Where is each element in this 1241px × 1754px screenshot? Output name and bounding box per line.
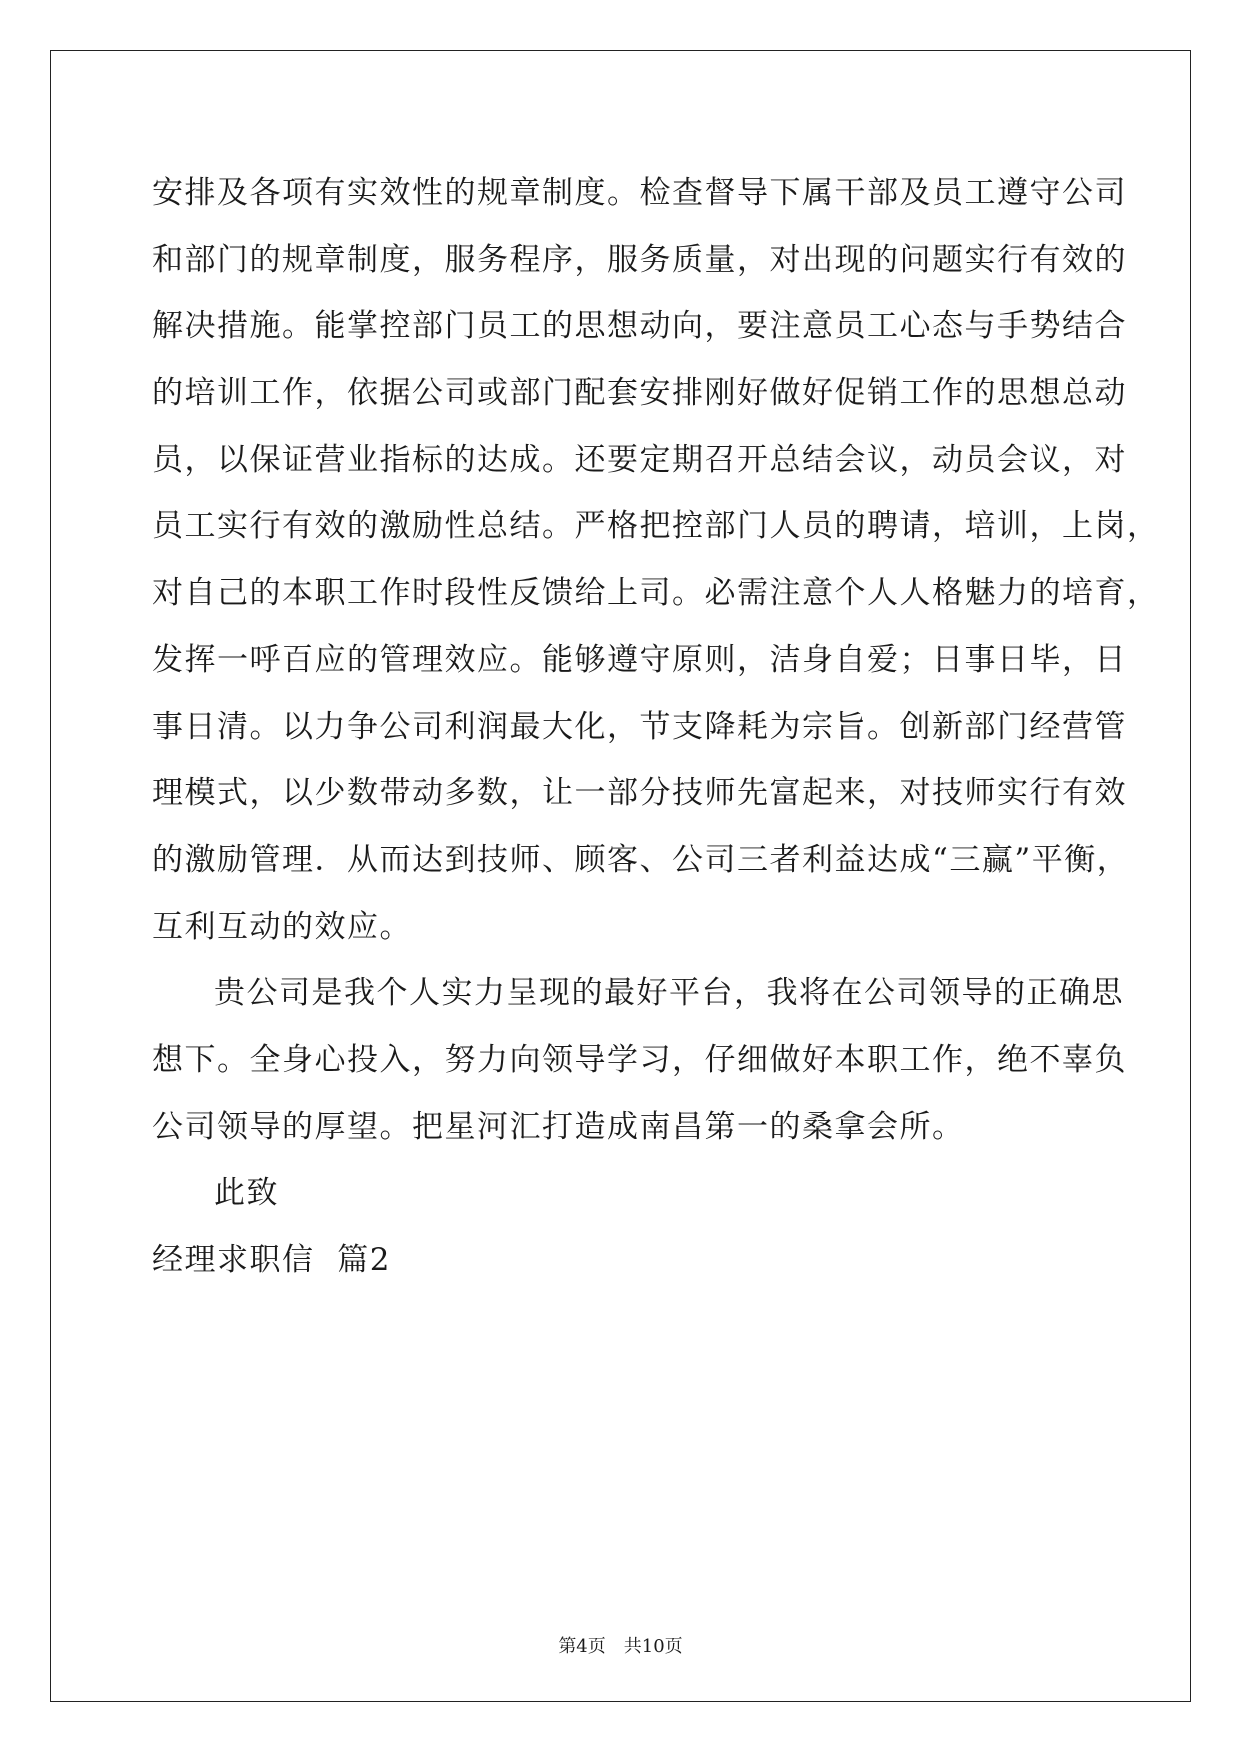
paragraph-1 <box>152 160 1160 960</box>
text-line: 事日清。以力争公司利润最大化，节支降耗为宗旨。创新部门经营管 <box>152 708 1127 745</box>
text-line: 和部门的规章制度，服务程序，服务质量，对出现的问题实行有效的 <box>152 241 1127 278</box>
text-line: 的培训工作，依据公司或部门配套安排刚好做好促销工作的思想总动 <box>152 375 1127 412</box>
page-number-current: 第4页 <box>558 1636 606 1657</box>
text-line: 的激励管理．从而达到技师、顾客、公司三者利益达成“三赢”平衡， <box>152 841 1130 878</box>
text-line: 对自己的本职工作时段性反馈给上司。必需注意个人人格魅力的培育， <box>152 575 1160 612</box>
text-line: 解决措施。能掌控部门员工的思想动向，要注意员工心态与手势结合 <box>152 308 1127 345</box>
text-line: 贵公司是我个人实力呈现的最好平台，我将在公司领导的正确思 <box>214 975 1124 1012</box>
paragraph-2 <box>152 960 1127 1160</box>
text-line: 公司领导的厚望。把星河汇打造成南昌第一的桑拿会所。 <box>152 1108 965 1145</box>
text-line: 发挥一呼百应的管理效应。能够遵守原则，洁身自爱；日事日毕，日 <box>152 641 1127 678</box>
page-footer <box>0 1632 1241 1658</box>
page-number-total: 共10页 <box>623 1636 683 1657</box>
closing-salutation: 此致 <box>214 1175 279 1212</box>
text-line: 安排及各项有实效性的规章制度。检查督导下属干部及员工遵守公司 <box>152 175 1127 211</box>
text-line: 想下。全身心投入，努力向领导学习，仔细做好本职工作，绝不辜负 <box>152 1041 1127 1078</box>
text-line: 员，以保证营业指标的达成。还要定期召开总结会议，动员会议，对 <box>152 441 1127 478</box>
text-line: 互利互动的效应。 <box>152 908 412 945</box>
document-body <box>152 160 1160 1294</box>
section-heading: 经理求职信 篇2 <box>152 1242 391 1278</box>
text-line: 理模式，以少数带动多数，让一部分技师先富起来，对技师实行有效 <box>152 775 1127 812</box>
text-line: 员工实行有效的激励性总结。严格把控部门人员的聘请，培训，上岗， <box>152 508 1160 545</box>
